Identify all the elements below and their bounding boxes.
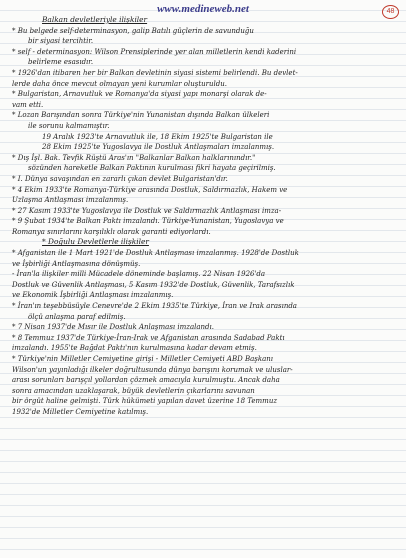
note-line: ve İşbirliği Antlaşmasına dönüşmüş. [12,259,141,268]
note-line: 1932'de Milletler Cemiyetine katılmış. [12,407,149,416]
note-line: * Afganistan ile 1 Mart 1921'de Dostluk Antlaşması imzalanmış. 1928'de Dostluk [12,249,299,258]
note-line: * self - determinasyon: Wilson Prensiplerinde yer alan milletlerin kendi kaderini [12,47,297,56]
note-line: 28 Ekim 1925'te Yugoslavya ile Dostluk Antlaşmaları imzalanmış. [42,143,275,152]
note-line: * 27 Kasım 1933'te Yugoslavya ile Dostluk ve Saldırmazlık Antlaşması imza- [12,206,282,215]
note-line: * 4 Ekim 1933'te Romanya-Türkiye arasında Dostluk, Saldırmazlık, Hakem ve [12,185,288,194]
note-line: sözünden hareketle Balkan Paktının kurulması fikri hayata geçirilmiş. [28,164,276,173]
note-line: ölçü anlaşma paraf edilmiş. [28,312,126,321]
note-line: Uzlaşma Antlaşması imzalanmış. [12,196,129,205]
section-heading: * Doğulu Devletlerle ilişkiler [42,237,149,247]
note-line: ile sorunu kalmamıştır. [28,121,110,130]
note-line: * Lozan Barışından sonra Türkiye'nin Yunanistan dışında Balkan ülkeleri [12,111,270,120]
note-line: Wilson'un yayınladığı ilkeler doğrultusunda dünya barışını korumak ve uluslar- [12,365,293,374]
note-line: Romanya sınırlarını karşılıklı olarak garanti ediyorlardı. [12,227,211,236]
note-line: * 1926'dan itibaren her bir Balkan devletinin siyasi sistemi belirlendi. Bu devlet- [12,68,298,77]
handwritten-notes [6,15,402,418]
page-number-badge: 48 [382,5,399,19]
note-line: imzalandı. 1955'te Bağdat Paktı'nın kurulmasına kadar devam etmiş. [12,344,257,353]
note-line: - İran'la ilişkiler milli Mücadele döneminde başlamış. 22 Nisan 1926'da [12,270,266,279]
note-line: * Bulgaristan, Arnavutluk ve Romanya'da siyasi yapı monarşi olarak de- [12,90,267,99]
note-line: * 8 Temmuz 1937'de Türkiye-İran-Irak ve Afganistan arasında Sadabad Paktı [12,333,285,342]
note-line: Dostluk ve Güvenlik Antlaşması, 5 Kasım 1932'de Dostluk, Güvenlik, Tarafsızlık [12,280,295,289]
note-line: bir örgüt haline gelmişti. Türk hükümeti yapılan davet üzerine 18 Temmuz [12,397,278,406]
section-heading: Balkan devletleriyle ilişkiler [42,15,148,24]
note-line: bir siyasi tercihtir. [28,37,94,46]
note-line: * Türkiye'nin Milletler Cemiyetine girişi - Milletler Cemiyeti ABD Başkanı [12,355,274,363]
note-line: * 7 Nisan 1937'de Mısır ile Dostluk Anlaşması imzalandı. [12,323,214,332]
note-line: * Dış İşl. Bak. Tevfik Rüştü Aras'ın "Balkanlar Balkan halklarınındır." [12,153,256,162]
note-line: * İran'ın teşebbüsüyle Cenevre'de 2 Ekim 1935'te Türkiye, İran ve Irak arasında [12,302,297,311]
note-line: ve Ekonomik İşbirliği Antlaşması imzalanmış. [12,291,174,300]
note-line: lerde daha önce mevcut olmayan yeni kurumlar oluşturuldu. [12,79,227,88]
note-line: * Bu belgede self-determinasyon, galip Batılı güçlerin de savunduğu [12,26,254,35]
note-line: * I. Dünya savaşından en zararlı çıkan devlet Bulgaristan'dır. [12,174,228,183]
note-line: 19 Aralık 1923'te Arnavutluk ile, 18 Ekim 1925'te Bulgaristan ile [42,132,273,141]
note-line: vam etti. [12,100,44,109]
note-line: sonra amacından uzaklaşarak, büyük devletlerin çıkarlarını savunan [12,386,255,395]
site-url: www.medineweb.net [157,3,249,15]
note-line: * 9 Şubat 1934'te Balkan Paktı imzalandı. Türkiye-Yunanistan, Yugoslavya ve [12,217,284,226]
note-line: belirleme esasıdır. [28,58,94,67]
note-line: arası sorunları barışçıl yollardan çözmek amacıyla kurulmuştu. Ancak daha [12,376,280,385]
